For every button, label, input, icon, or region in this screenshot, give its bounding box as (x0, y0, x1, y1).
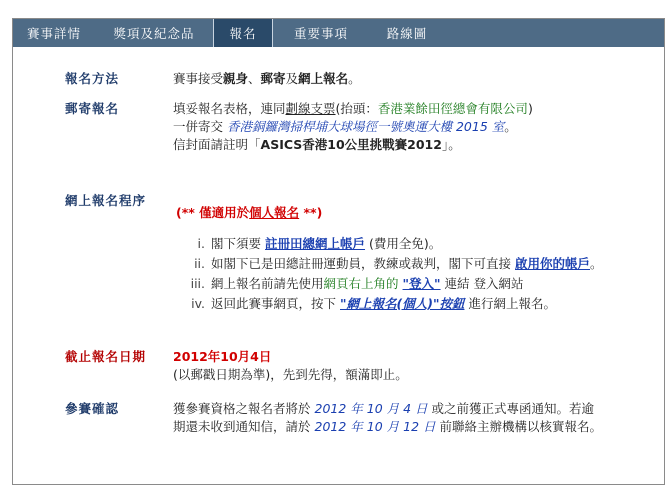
step-1-num: i. (197, 236, 205, 251)
tab-route-map[interactable]: 路線圖 (386, 26, 428, 41)
mail-line1-e: ) (527, 101, 533, 116)
step-4 (183, 295, 633, 313)
deadline-text (173, 348, 603, 384)
confirm-label: 參賽確認 (65, 401, 120, 416)
mail-line2 (173, 118, 603, 136)
confirm-b: 或之前獲正式專函通知。若逾期還未收到通知信，請於 (173, 401, 595, 434)
step-4-text: 返回此賽事網頁，按下 (211, 296, 337, 311)
tab-prizes[interactable]: 獎項及紀念品 (113, 26, 195, 41)
mail-line2-c: 。 (504, 119, 517, 134)
step-3 (183, 275, 633, 293)
step-1-tail: (費用全免)。 (369, 236, 442, 251)
step-2-tail: 。 (590, 256, 603, 271)
step-3-green: 網頁右上角的 (323, 276, 399, 291)
mail-line1-c: (抬頭： (335, 101, 378, 116)
mail-line1 (173, 100, 603, 118)
method-and: 及 (285, 71, 299, 86)
confirm-date2: 2012 年 10 月 12 日 (314, 419, 436, 434)
method-end: 。 (348, 71, 361, 86)
mail-line3-a: 信封面請註明「 (173, 137, 261, 152)
step-3-tail: 連結 登入網站 (444, 276, 524, 291)
deadline-label: 截止報名日期 (65, 349, 147, 364)
method-text (173, 70, 603, 88)
tab-important[interactable]: 重要事項 (293, 26, 348, 41)
mail-line2-a: 一併寄交 (173, 119, 224, 134)
step-3-num: iii. (190, 276, 205, 291)
step-4-num: iv. (191, 296, 205, 311)
mail-line1-a: 填妥報名表格，連同 (173, 101, 286, 116)
step-1 (183, 235, 633, 253)
mail-crossed-cheque: 劃線支票 (285, 101, 336, 116)
step-2-num: ii. (194, 256, 205, 271)
mail-line3 (173, 136, 603, 154)
activate-account-link[interactable]: 啟用你的帳戶 (515, 256, 591, 271)
step-4-tail: 進行網上報名。 (468, 296, 556, 311)
online-register-button-link[interactable]: "網上報名(個人)"按鈕 (340, 296, 465, 311)
step-3-text: 網上報名前請先使用 (211, 276, 324, 291)
content-frame (12, 18, 665, 485)
confirm-c: 前聯絡主辦機構以核實報名。 (439, 419, 602, 434)
online-label: 網上報名程序 (65, 193, 147, 208)
online-steps (183, 235, 633, 313)
confirm-text (173, 400, 603, 436)
register-account-link[interactable]: 註冊田總網上帳戶 (265, 236, 366, 251)
method-mail: 郵寄 (260, 71, 286, 86)
login-link[interactable]: "登入" (402, 276, 441, 291)
online-note-individual: 個人報名 (249, 205, 300, 220)
mail-payee: 香港業餘田徑總會有限公司 (377, 101, 528, 116)
top-nav (13, 19, 664, 47)
confirm-date1: 2012 年 10 月 4 日 (314, 401, 428, 416)
deadline-note: (以郵戳日期為準)，先到先得，額滿即止。 (173, 367, 408, 382)
online-note-a: (** 僅適用於 (176, 205, 250, 220)
mail-event-name: ASICS香港10公里挑戰賽2012 (260, 137, 442, 152)
method-text-a: 賽事接受 (173, 71, 224, 86)
online-note (176, 204, 606, 222)
step-1-text: 閣下須要 (211, 236, 262, 251)
method-label: 報名方法 (65, 71, 120, 86)
deadline-date: 2012年10月4日 (173, 349, 272, 364)
step-2-text: 如閣下已是田總註冊運動員，教練或裁判，閣下可直接 (211, 256, 512, 271)
step-2 (183, 255, 633, 273)
method-in-person: 親身 (223, 71, 249, 86)
mail-label: 郵寄報名 (65, 101, 120, 116)
method-sep: 、 (248, 71, 261, 86)
confirm-a: 獲參賽資格之報名者將於 (173, 401, 311, 416)
tab-registration[interactable]: 報名 (213, 19, 273, 47)
mail-line3-c: 」。 (441, 137, 461, 152)
method-online: 網上報名 (298, 71, 349, 86)
online-note-c: **) (299, 205, 323, 220)
tab-event-details[interactable]: 賽事詳情 (26, 26, 81, 41)
mail-address: 香港銅鑼灣掃桿埔大球場徑一號奧運大樓 2015 室 (227, 119, 505, 134)
mail-text (173, 100, 603, 154)
